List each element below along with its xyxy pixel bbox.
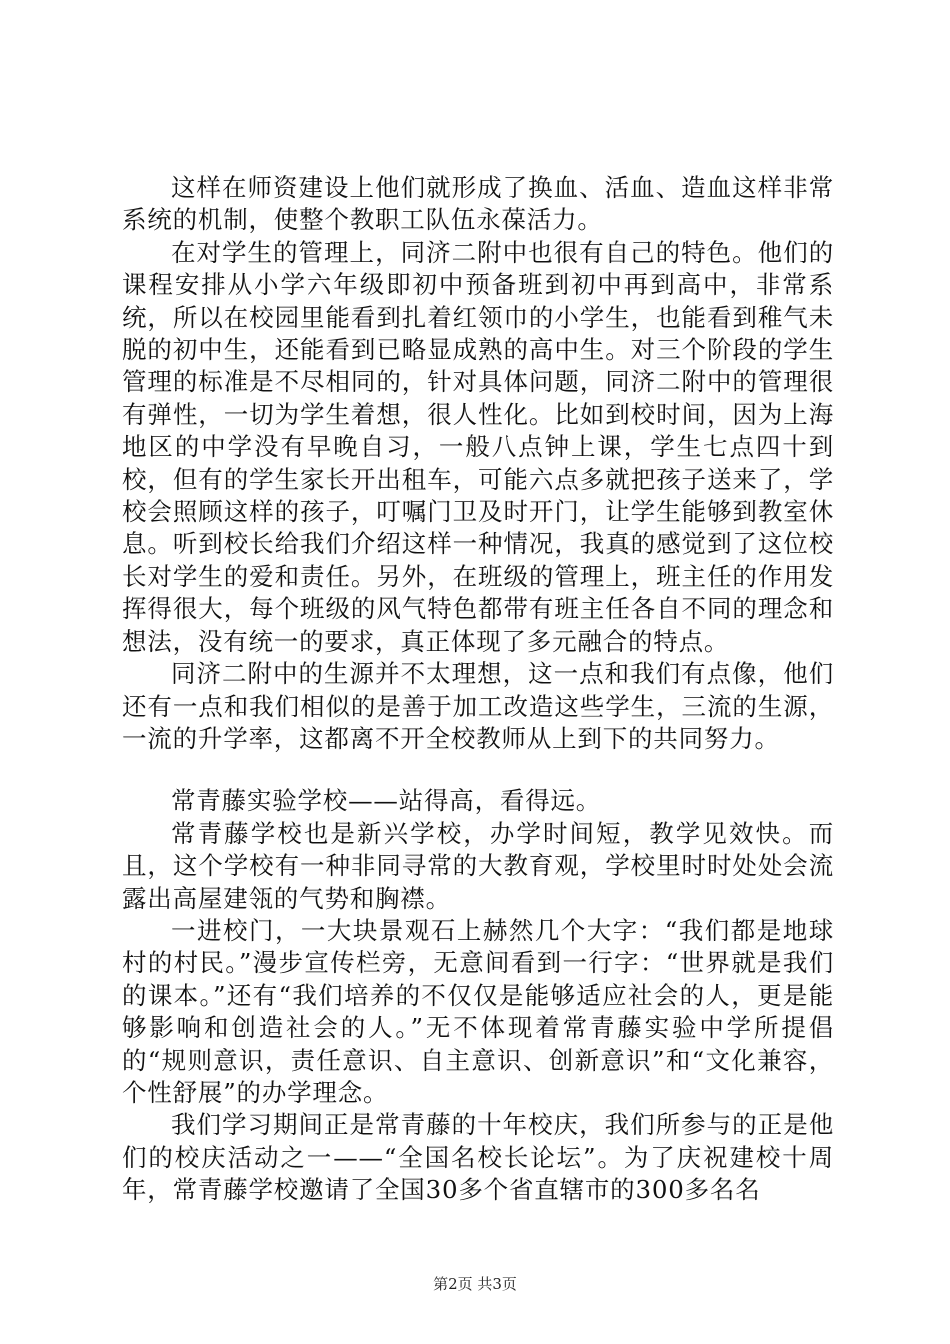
section-heading: 常青藤实验学校——站得高，看得远。 [171,786,602,816]
paragraph: 我们学习期间正是常青藤的十年校庆，我们所参与的正是他们的校庆活动之一——“全国名校长论坛”。为了庆祝建校十周年，常青藤学校邀请了全国30多个省直辖市的300多名名 [122,1110,834,1205]
paragraph: 同济二附中的生源并不太理想，这一点和我们有点像，他们还有一点和我们相似的是善于加工改造这些学生，三流的生源，一流的升学率，这都离不开全校教师从上到下的共同努力。 [122,659,834,753]
paragraph: 这样在师资建设上他们就形成了换血、活血、造血这样非常系统的机制，使整个教职工队伍永葆活力。 [122,173,834,235]
paragraph: 在对学生的管理上，同济二附中也很有自己的特色。他们的课程安排从小学六年级即初中预备班到初中再到高中，非常系统，所以在校园里能看到扎着红领巾的小学生，也能看到稚气未脱的初中生，还能看到已略显成熟的高中生。对三个阶段的学生管理的标准是不尽相同的，针对具体问题，同济二附中的管理很有弹性，一切为学生着想，很人性化。比如到校时间，因为上海地区的中学没有早晚自习，一般八点钟上课，学生七点四十到校，但有的学生家长开出租车，可能六点多就把孩子送来了，学校会照顾这样的孩子，叮嘱门卫及时开门，让学生能够到教室休息。听到校长给我们介绍这样一种情况，我真的感觉到了这位校长对学生的爱和责任。另外，在班级的管理上，班主任的作用发挥得很大，每个班级的风气特色都带有班主任各自不同的理念和想法，没有统一的要求，真正体现了多元融合的特点。 [122,237,834,656]
paragraph: 一进校门，一大块景观石上赫然几个大字：“我们都是地球村的村民。”漫步宣传栏旁，无意间看到一行字：“世界就是我们的课本。”还有“我们培养的不仅仅是能够适应社会的人，更是能够影响和创造社会的人。”无不体现着常青藤实验中学所提倡的“规则意识，责任意识、自主意识、创新意识”和“文化兼容，个性舒展”的办学理念。 [122,915,834,1107]
document-body [122,172,834,1207]
paragraph: 常青藤学校也是新兴学校，办学时间短，教学见效快。而且，这个学校有一种非同寻常的大教育观，学校里时时处处会流露出高屋建瓴的气势和胸襟。 [122,818,834,913]
page-number-footer: 第2页 共3页 [433,1275,517,1293]
